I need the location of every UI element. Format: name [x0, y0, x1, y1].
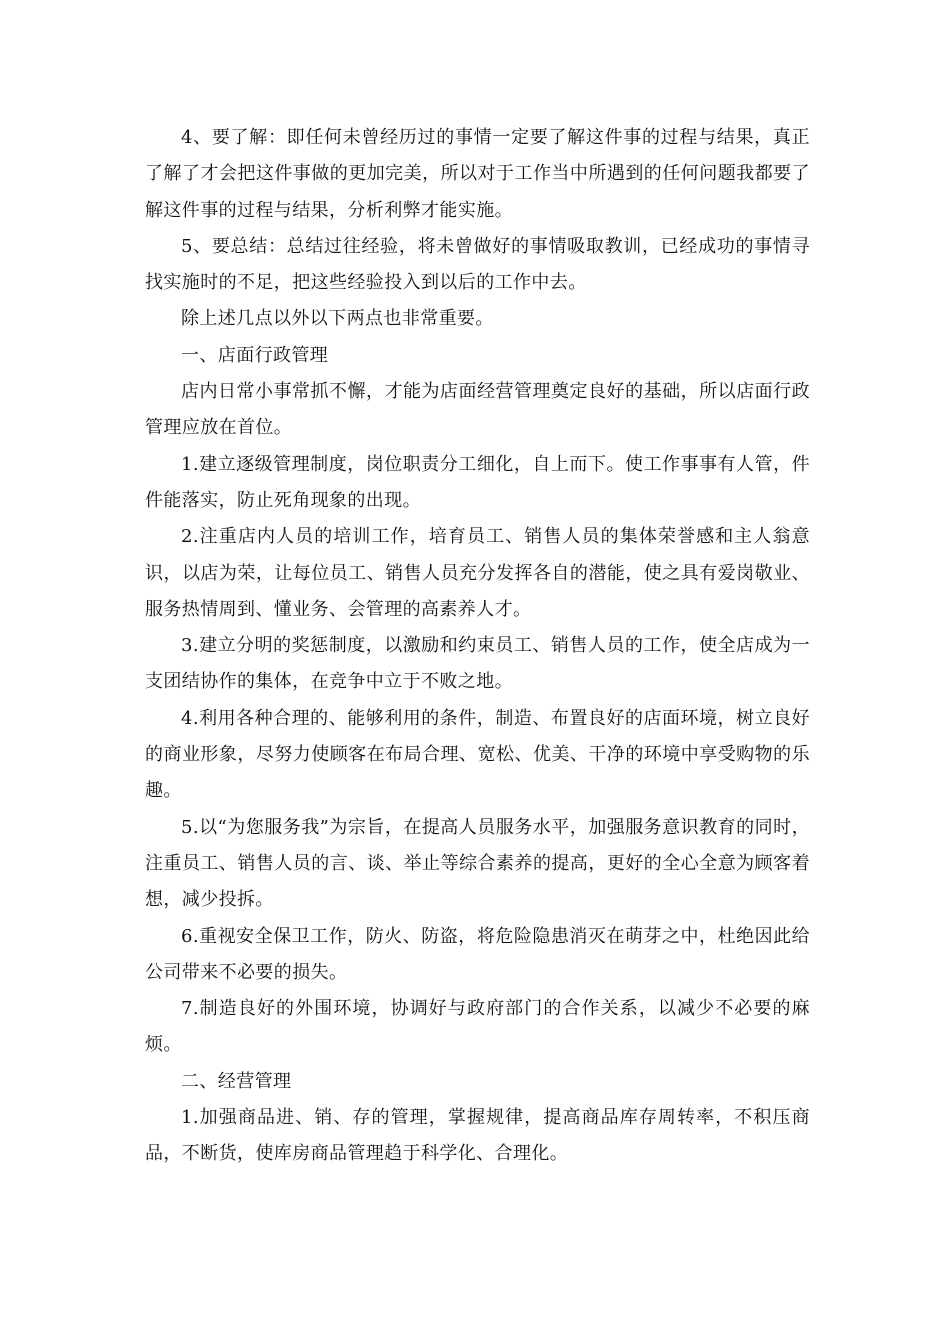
- list-item-admin-3: 3.建立分明的奖惩制度，以激励和约束员工、销售人员的工作，使全店成为一支团结协作的集体，在竞争中立于不败之地。: [145, 635, 810, 693]
- list-item-admin-6: 6.重视安全保卫工作，防火、防盗，将危险隐患消灭在萌芽之中，杜绝因此给公司带来不必要的损失。: [145, 925, 810, 983]
- paragraph-transition: 除上述几点以外以下两点也非常重要。: [181, 308, 494, 330]
- paragraph-summarize: 5、要总结：总结过往经验，将未曾做好的事情吸取教训，已经成功的事情寻找实施时的不足，把这些经验投入到以后的工作中去。: [145, 235, 810, 294]
- list-item-operations-1: 1.加强商品进、销、存的管理，掌握规律，提高商品库存周转率，不积压商品，不断货，使库房商品管理趋于科学化、合理化。: [145, 1107, 810, 1165]
- list-item-admin-2: 2.注重店内人员的培训工作，培育员工、销售人员的集体荣誉感和主人翁意识，以店为荣，让每位员工、销售人员充分发挥各自的潜能，使之具有爱岗敬业、服务热情周到、懂业务、会管理的高素养人才。: [145, 526, 810, 620]
- paragraph-understand: 4、要了解：即任何未曾经历过的事情一定要了解这件事的过程与结果，真正了解了才会把这件事做的更加完美，所以对于工作当中所遇到的任何问题我都要了解这件事的过程与结果，分析利弊才能实施。: [145, 127, 810, 221]
- section-heading-store-admin: 一、店面行政管理: [181, 344, 329, 366]
- document-body: [145, 120, 810, 1173]
- list-item-admin-7: 7.制造良好的外围环境，协调好与政府部门的合作关系，以减少不必要的麻烦。: [145, 998, 810, 1056]
- paragraph-store-admin-intro: 店内日常小事常抓不懈，才能为店面经营管理奠定良好的基础，所以店面行政管理应放在首位。: [145, 381, 810, 439]
- list-item-admin-5: 5.以“为您服务我”为宗旨，在提高人员服务水平，加强服务意识教育的同时，注重员工、销售人员的言、谈、举止等综合素养的提高，更好的全心全意为顾客着想，减少投拆。: [145, 816, 810, 911]
- section-heading-operations: 二、经营管理: [181, 1070, 292, 1092]
- list-item-admin-4: 4.利用各种合理的、能够利用的条件，制造、布置良好的店面环境，树立良好的商业形象，尽努力使顾客在布局合理、宽松、优美、干净的环境中享受购物的乐趣。: [145, 707, 810, 802]
- list-item-admin-1: 1.建立逐级管理制度，岗位职责分工细化，自上而下。使工作事事有人管，件件能落实，防止死角现象的出现。: [145, 453, 810, 511]
